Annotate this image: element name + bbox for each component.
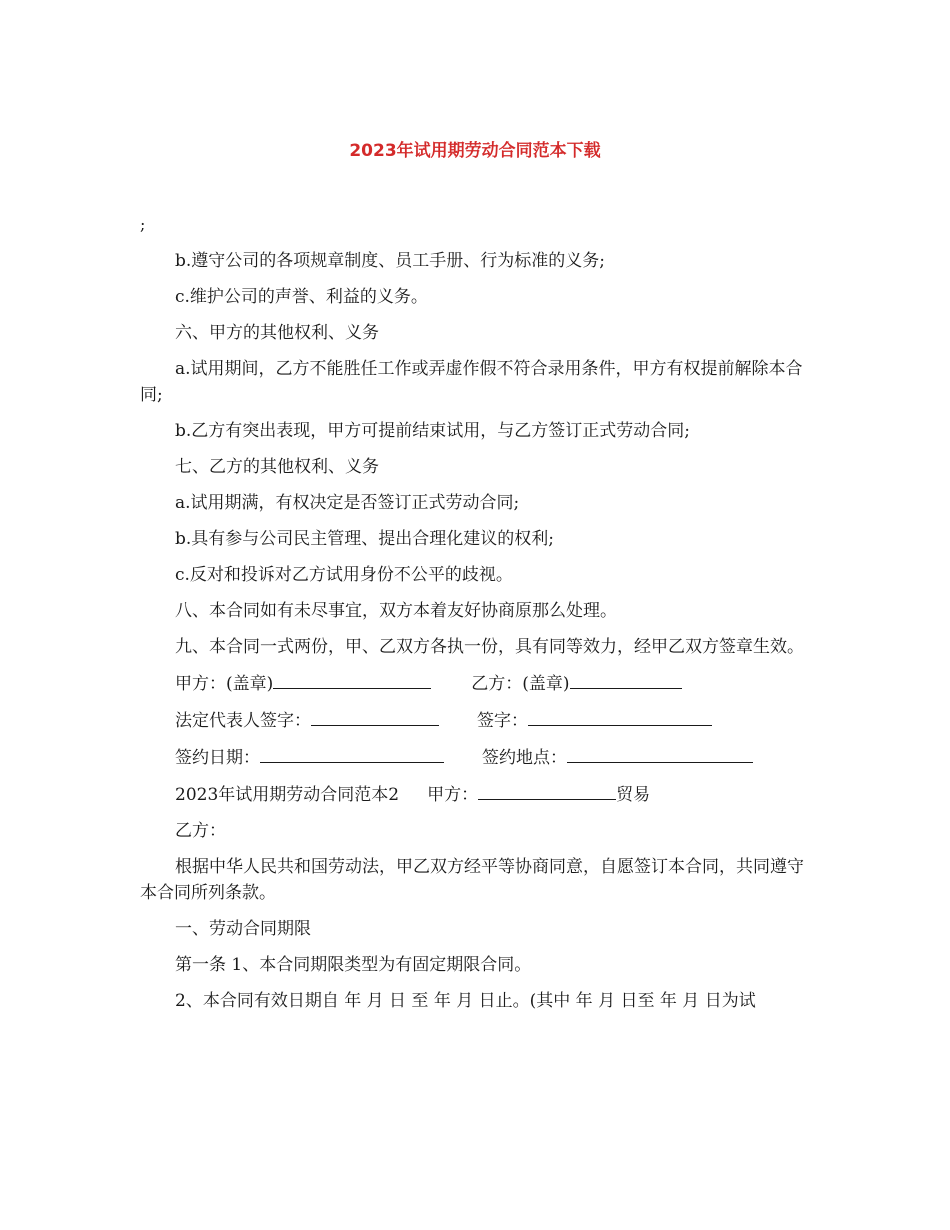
section-heading: 七、乙方的其他权利、义务	[175, 457, 379, 477]
contract2-heading-row	[175, 781, 812, 808]
party-a-seal-label: 甲方：(盖章)	[175, 674, 274, 694]
contract2-party-a-suffix: 贸易	[616, 785, 651, 805]
contract2-party-a-label: 甲方：	[427, 785, 479, 805]
paragraph: c.反对和投诉对乙方试用身份不公平的歧视。	[175, 565, 513, 585]
contract2-heading: 2023年试用期劳动合同范本2	[175, 785, 400, 805]
paragraph: b.具有参与公司民主管理、提出合理化建议的权利;	[175, 529, 555, 549]
section-heading: 六、甲方的其他权利、义务	[175, 323, 379, 343]
party-b-seal-blank[interactable]	[570, 670, 682, 689]
party-b-seal-label: 乙方：(盖章)	[471, 674, 570, 694]
paragraph: b.乙方有突出表现，甲方可提前结束试用，与乙方签订正式劳动合同;	[175, 421, 691, 441]
contract2-party-a-blank[interactable]	[478, 781, 616, 800]
legal-rep-blank[interactable]	[311, 707, 439, 726]
paragraph: 2、本合同有效日期自 年 月 日 至 年 月 日止。(其中 年 月 日至 年 月 日为试	[175, 991, 756, 1011]
paragraph: 九、本合同一式两份，甲、乙双方各执一份，具有同等效力，经甲乙双方签章生效。	[175, 637, 804, 657]
paragraph: c.维护公司的声誉、利益的义务。	[175, 287, 428, 307]
sign-blank[interactable]	[528, 707, 712, 726]
paragraph: 第一条 1、本合同期限类型为有固定期限合同。	[175, 955, 532, 975]
paragraph: b.遵守公司的各项规章制度、员工手册、行为标准的义务;	[175, 251, 606, 271]
document-body	[140, 212, 812, 1024]
document-title: 2023年试用期劳动合同范本下载	[349, 141, 601, 161]
sign-place-blank[interactable]	[567, 744, 753, 763]
contract2-party-b-row	[175, 818, 812, 844]
signature-row-date-place	[175, 744, 812, 771]
paragraph: ;	[140, 215, 146, 234]
sign-date-label: 签约日期：	[175, 748, 260, 768]
signature-row-signers	[175, 707, 812, 734]
contract2-party-b-label: 乙方：	[175, 821, 226, 841]
party-a-seal-blank[interactable]	[273, 670, 431, 689]
paragraph: a.试用期满，有权决定是否签订正式劳动合同;	[175, 493, 520, 513]
sign-place-label: 签约地点：	[482, 748, 567, 768]
paragraph: 八、本合同如有未尽事宜，双方本着友好协商原那么处理。	[175, 601, 617, 621]
paragraph: a.试用期间，乙方不能胜任工作或弄虚作假不符合录用条件，甲方有权提前解除本合同;	[140, 359, 803, 405]
sign-label: 签字：	[477, 711, 528, 731]
paragraph: 根据中华人民共和国劳动法，甲乙双方经平等协商同意，自愿签订本合同，共同遵守本合同所列条款。	[140, 857, 804, 903]
sign-date-blank[interactable]	[260, 744, 444, 763]
section-heading: 一、劳动合同期限	[175, 919, 311, 939]
signature-row-parties	[175, 670, 812, 697]
legal-rep-label: 法定代表人签字：	[175, 711, 311, 731]
